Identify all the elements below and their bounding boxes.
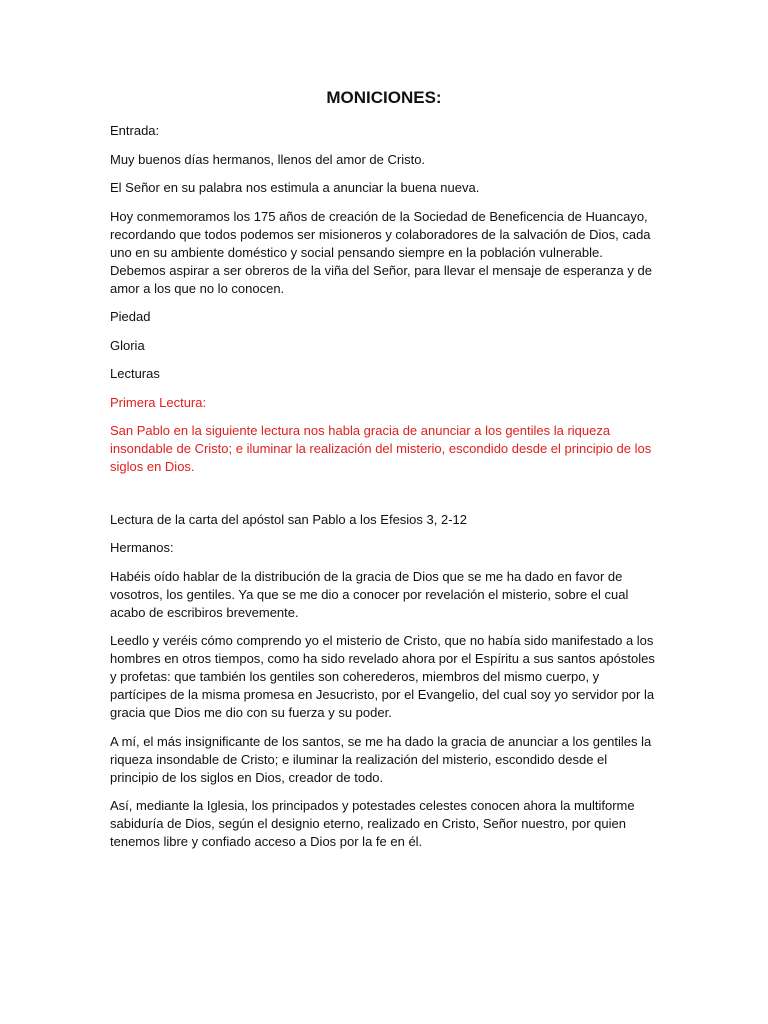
intro-paragraph: Hoy conmemoramos los 175 años de creación de la Sociedad de Beneficencia de Huancayo, recordando que todos podemos ser misioneros y colaboradores de la salvación de Dios, cada uno en su ambiente doméstico y social pensando siempre en la población vulnerable. Debemos aspirar a ser obreros de la viña del Señor, para llevar el mensaje de esperanza y de amor a los que no lo conocen.: [110, 208, 652, 296]
body-paragraph-4: Así, mediante la Iglesia, los principados y potestades celestes conocen ahora la multiforme sabiduría de Dios, según el designio eterno, realizado en Cristo, Señor nuestro, por quien tenemos libre y confiado acceso a Dios por la fe en él.: [110, 798, 635, 849]
primera-lectura-text: San Pablo en la siguiente lectura nos habla gracia de anunciar a los gentiles la riqueza insondable de Cristo; e iluminar la realización del misterio, escondido desde el principio de los siglos en Dios.: [110, 423, 652, 474]
page-title: MONICIONES:: [326, 88, 442, 107]
document-body: [110, 122, 658, 862]
greeting-paragraph: Muy buenos días hermanos, llenos del amor de Cristo.: [110, 151, 426, 167]
senor-paragraph: El Señor en su palabra nos estimula a anunciar la buena nueva.: [110, 180, 480, 195]
body-paragraph-2: Leedlo y veréis cómo comprendo yo el misterio de Cristo, que no había sido manifestado a los hombres en otros tiempos, como ha sido revelado ahora por el Espíritu a sus santos apóstoles y profetas: que también los gentiles son coherederos, miembros del mismo cuerpo, y partícipes de la misma promesa en Jesucristo, por el Evangelio, del cual soy yo servidor por la gracia que Dios me dio con su fuerza y su poder.: [110, 633, 655, 720]
piedad-heading: Piedad: [110, 309, 151, 324]
body-paragraph-3: A mí, el más insignificante de los santos, se me ha dado la gracia de anunciar a los gentiles la riqueza insondable de Cristo; e iluminar la realización del misterio, escondido desde el principio de los siglos en Dios, creador de todo.: [110, 733, 652, 785]
reading-title: Lectura de la carta del apóstol san Pablo a los Efesios 3, 2-12: [110, 511, 467, 527]
spacer: [110, 487, 658, 511]
hermanos-label: Hermanos:: [110, 540, 174, 555]
body-paragraph-1: Habéis oído hablar de la distribución de la gracia de Dios que se me ha dado en favor de vosotros, los gentiles. Ya que se me dio a conocer por revelación el misterio, sobre el cual acabo de escribiros brevemente.: [110, 568, 629, 620]
gloria-heading: Gloria: [110, 337, 145, 353]
entrada-label: Entrada:: [110, 123, 160, 138]
primera-lectura-label: Primera Lectura:: [110, 394, 207, 410]
lecturas-heading: Lecturas: [110, 366, 160, 381]
